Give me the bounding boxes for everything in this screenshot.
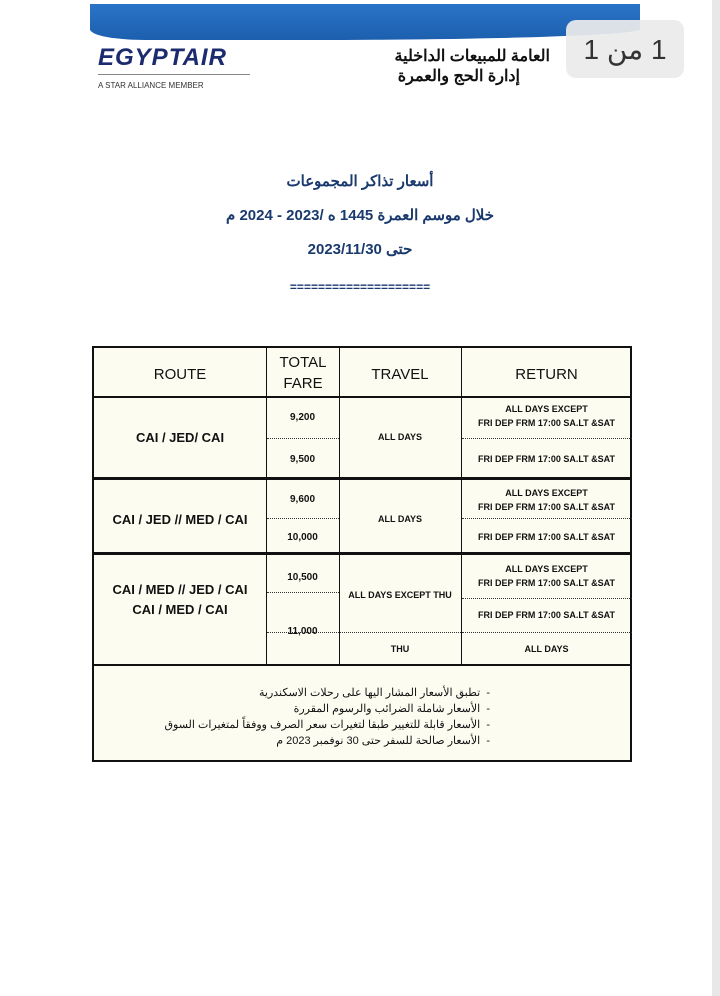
return-cell: ALL DAYS: [524, 644, 569, 654]
travel-cell: THU: [390, 644, 410, 654]
note-item: - تطبق الأسعار المشار اليها على رحلات الاسكندرية: [259, 687, 490, 699]
return-cell: FRI DEP FRM 17:00 SA.LT &SAT: [477, 610, 616, 620]
star-alliance-tagline: A STAR ALLIANCE MEMBER: [98, 81, 204, 90]
doc-subtitle: خلال موسم العمرة 1445 ه /2023 - 2024 م: [225, 207, 495, 224]
fare-cell: 9,500: [289, 454, 316, 465]
travel-cell: ALL DAYS: [377, 432, 422, 442]
header-banner: [90, 4, 640, 40]
note-text: الأسعار قابلة للتغيير طبقا لتغيرات سعر الصرف ووفقاً لمتغيرات السوق: [164, 719, 481, 731]
doc-validity: حتى 2023/11/30: [307, 241, 413, 258]
travel-cell: ALL DAYS EXCEPT THU: [348, 590, 452, 600]
header-total-fare: TOTAL FARE: [279, 354, 327, 392]
note-text: تطبق الأسعار المشار اليها على رحلات الاسكندرية: [259, 687, 481, 699]
route-cell: CAI / JED // MED / CAI: [112, 512, 248, 527]
department-line-2: إدارة الحج والعمرة: [397, 68, 520, 85]
header-route: ROUTE: [153, 366, 207, 383]
note-item: - الأسعار شاملة الضرائب والرسوم المقررة: [293, 703, 490, 715]
logo-divider: [98, 74, 250, 75]
fare-cell: 10,000: [287, 532, 318, 543]
route-cell: CAI / JED/ CAI: [135, 430, 225, 445]
travel-cell: ALL DAYS: [377, 514, 422, 524]
return-cell: FRI DEP FRM 17:00 SA.LT &SAT: [477, 502, 616, 512]
return-cell: ALL DAYS EXCEPT: [505, 564, 588, 574]
fare-cell: 9,200: [289, 412, 316, 423]
return-cell: FRI DEP FRM 17:00 SA.LT &SAT: [477, 578, 616, 588]
doc-title: أسعار تذاكر المجموعات: [286, 173, 434, 190]
return-cell: ALL DAYS EXCEPT: [505, 488, 588, 498]
return-cell: FRI DEP FRM 17:00 SA.LT &SAT: [477, 454, 616, 464]
separator: ====================: [289, 280, 431, 294]
note-item: - الأسعار صالحة للسفر حتى 30 نوفمبر 2023 م: [276, 735, 490, 747]
fares-table: [92, 346, 632, 762]
return-cell: FRI DEP FRM 17:00 SA.LT &SAT: [477, 532, 616, 542]
fare-cell: 11,000: [287, 626, 318, 637]
egyptair-logo: EGYPTAIR: [98, 44, 227, 71]
route-cell: CAI / MED / CAI: [132, 602, 228, 617]
route-cell: CAI / MED // JED / CAI: [112, 582, 248, 597]
return-cell: ALL DAYS EXCEPT: [505, 404, 588, 414]
return-cell: FRI DEP FRM 17:00 SA.LT &SAT: [477, 418, 616, 428]
page-indicator[interactable]: 1 من 1: [566, 20, 684, 78]
note-text: الأسعار شاملة الضرائب والرسوم المقررة: [293, 703, 481, 715]
header-return: RETURN: [515, 366, 578, 383]
page-edge: [712, 0, 720, 996]
note-item: - الأسعار قابلة للتغيير طبقا لتغيرات سعر الصرف ووفقاً لمتغيرات السوق: [164, 719, 490, 731]
fare-cell: 9,600: [289, 494, 316, 505]
note-text: الأسعار صالحة للسفر حتى 30 نوفمبر 2023 م: [276, 735, 481, 747]
header-travel: TRAVEL: [371, 366, 429, 383]
department-line-1: العامة للمبيعات الداخلية: [394, 48, 550, 65]
fare-cell: 10,500: [287, 572, 318, 583]
